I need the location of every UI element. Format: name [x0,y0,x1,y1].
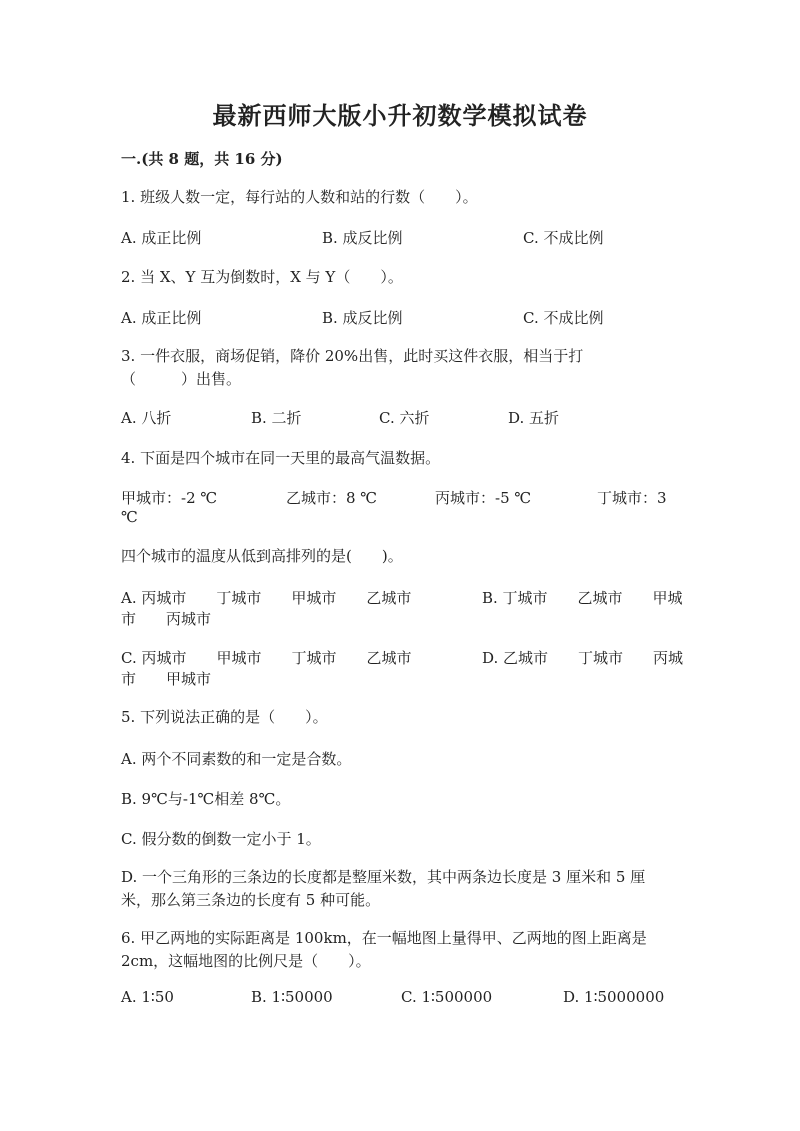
question-2-option-c: C. 不成比例 [523,309,604,327]
question-1-option-c: C. 不成比例 [523,229,604,247]
question-2-option-a: A. 成正比例 [121,309,202,327]
question-6-option-d: D. 1∶5000000 [563,988,665,1006]
question-5-option-a: A. 两个不同素数的和一定是合数。 [121,750,352,768]
question-5-option-b: B. 9℃与-1℃相差 8℃。 [121,790,291,808]
question-3-stem-line-2: （ ）出售。 [121,370,242,388]
question-4-ask: 四个城市的温度从低到高排列的是( )。 [121,547,403,565]
question-4-city-2: 乙城市：8 ℃ [286,489,378,507]
question-4-stem: 4. 下面是四个城市在同一天里的最高气温数据。 [121,449,441,467]
question-3-option-a: A. 八折 [121,409,172,427]
question-4-city-3: 丙城市：-5 ℃ [435,489,532,507]
question-4-option-a: A. 丙城市 丁城市 甲城市 乙城市 [121,589,412,607]
question-1-option-b: B. 成反比例 [322,229,403,247]
question-3-option-b: B. 二折 [251,409,302,427]
question-2-stem: 2. 当 X、Y 互为倒数时，X 与 Y（ ）。 [121,268,403,286]
question-4-city-4-unit: ℃ [121,508,138,526]
question-1-stem: 1. 班级人数一定，每行站的人数和站的行数（ ）。 [121,188,478,206]
question-3-stem-line-1: 3. 一件衣服，商场促销，降价 20%出售，此时买这件衣服，相当于打 [121,347,584,365]
question-4-option-b-wrap: 市 丙城市 [121,610,212,628]
page-title: 最新西师大版小升初数学模拟试卷 [212,101,588,130]
question-6-option-b: B. 1∶50000 [251,988,333,1006]
question-5-option-c: C. 假分数的倒数一定小于 1。 [121,830,321,848]
question-5-option-d-line-1: D. 一个三角形的三条边的长度都是整厘米数，其中两条边长度是 3 厘米和 5 厘 [121,868,646,886]
question-4-city-4: 丁城市：3 [597,489,667,507]
section-heading: 一.(共 8 题，共 16 分) [121,150,283,168]
question-4-option-d-wrap: 市 甲城市 [121,670,212,688]
question-5-stem: 5. 下列说法正确的是（ ）。 [121,708,328,726]
question-4-option-b: B. 丁城市 乙城市 甲城 [482,589,683,607]
question-3-option-c: C. 六折 [379,409,430,427]
question-3-option-d: D. 五折 [508,409,560,427]
question-4-option-d: D. 乙城市 丁城市 丙城 [482,649,684,667]
question-6-option-c: C. 1∶500000 [401,988,493,1006]
question-2-option-b: B. 成反比例 [322,309,403,327]
question-4-option-c: C. 丙城市 甲城市 丁城市 乙城市 [121,649,412,667]
question-6-stem-line-1: 6. 甲乙两地的实际距离是 100km，在一幅地图上量得甲、乙两地的图上距离是 [121,929,647,947]
question-6-option-a: A. 1∶50 [121,988,174,1006]
question-5-option-d-line-2: 米，那么第三条边的长度有 5 种可能。 [121,891,381,909]
question-1-option-a: A. 成正比例 [121,229,202,247]
question-4-city-1: 甲城市：-2 ℃ [121,489,218,507]
question-6-stem-line-2: 2cm，这幅地图的比例尺是（ ）。 [121,952,371,970]
